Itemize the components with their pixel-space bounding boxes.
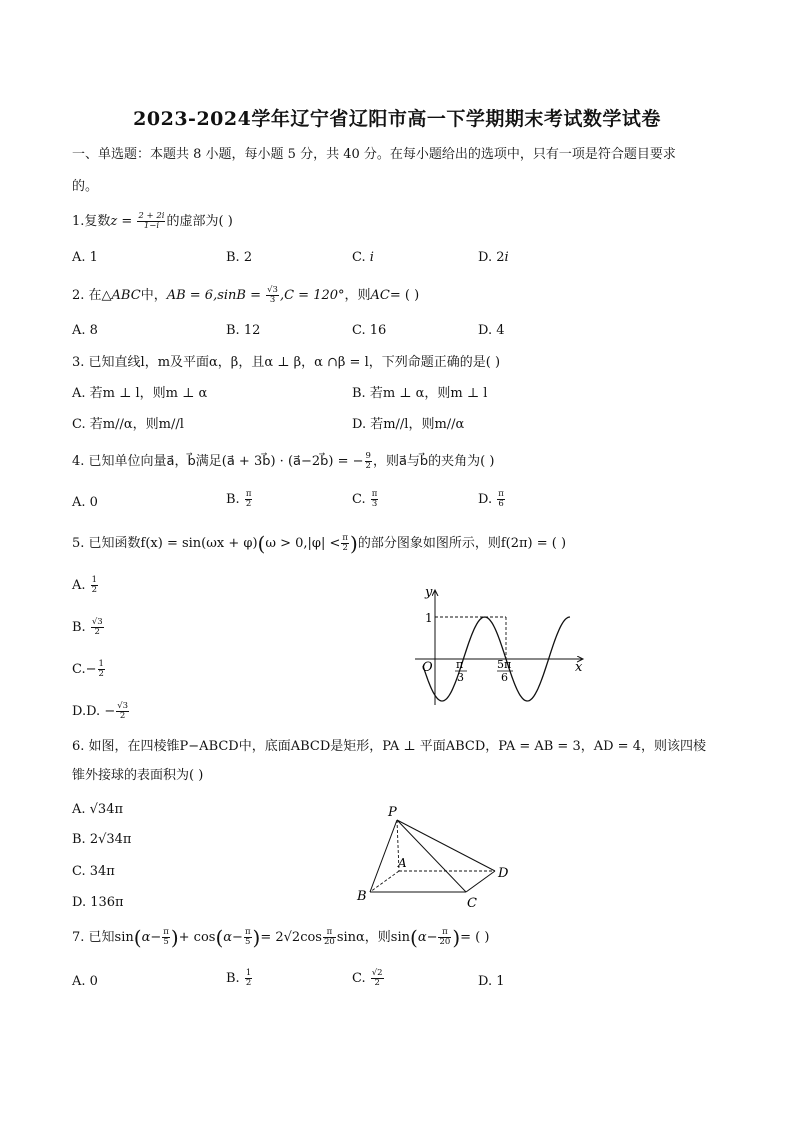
edge-PD bbox=[397, 820, 495, 871]
q1-option-b[interactable]: B. 2 bbox=[226, 250, 253, 265]
section-heading-cont: 的。 bbox=[72, 179, 99, 194]
tick-pi3-den: 3 bbox=[457, 671, 464, 684]
q6-option-a[interactable]: A. √34π bbox=[72, 802, 124, 817]
label-D: D bbox=[498, 866, 509, 881]
q1-option-c[interactable]: C. i bbox=[352, 250, 374, 265]
q5-option-d[interactable]: D.D. − $\frac{√3}{2}$ bbox=[72, 701, 129, 721]
question-6: 6. 如图，在四棱锥P−ABCD中，底面ABCD是矩形，PA ⊥ 平面ABCD，PA = AB = 3，AD = 4，则该四棱 bbox=[72, 739, 706, 754]
q7-option-d[interactable]: D. 1 bbox=[478, 974, 505, 989]
q6-option-d[interactable]: D. 136π bbox=[72, 895, 124, 910]
edge-PC bbox=[397, 820, 466, 892]
edge-CD bbox=[466, 871, 495, 892]
q1-post: 的虚部为( ) bbox=[166, 214, 233, 229]
q1-fraction: $\frac{2 + 2i}{1-i}$ bbox=[138, 211, 165, 231]
q5-option-b[interactable]: B. $\frac{√3}{2}$ bbox=[72, 617, 103, 637]
q4-option-d[interactable]: D. $\frac{\pi}{6}$ bbox=[478, 489, 504, 509]
one-label: 1 bbox=[425, 611, 433, 625]
q1-pre: 1.复数 bbox=[72, 214, 111, 229]
q4-option-c[interactable]: C. $\frac{\pi}{3}$ bbox=[352, 489, 378, 509]
y-axis-label: y bbox=[425, 585, 433, 600]
tick-pi3-num: π bbox=[456, 658, 464, 671]
origin-label: O bbox=[422, 660, 433, 675]
question-4: 4. 已知单位向量a⃗，b⃗满足(a⃗ + 3b⃗) · (a⃗−2b⃗) = − $\frac{9}{2}$ ，则a⃗与b⃗的夹角为( ) bbox=[72, 451, 495, 471]
q3-option-d[interactable]: D. 若m//l，则m//α bbox=[352, 417, 465, 432]
q2-option-c[interactable]: C. 16 bbox=[352, 323, 387, 338]
q2-fraction: $\frac{√3}{3}$ bbox=[267, 285, 278, 305]
tick-5pi6-num: 5π bbox=[497, 658, 512, 671]
q3-option-c[interactable]: C. 若m//α，则m//l bbox=[72, 417, 184, 432]
q4-option-b[interactable]: B. $\frac{\pi}{2}$ bbox=[226, 489, 252, 509]
label-B: B bbox=[357, 889, 367, 904]
q5-option-a[interactable]: A. $\frac{1}{2}$ bbox=[72, 575, 98, 595]
question-1 bbox=[72, 212, 233, 231]
x-axis-label: x bbox=[575, 660, 583, 675]
label-A: A bbox=[398, 856, 407, 870]
question-7: 7. 已知sin(α− $\frac{\pi}{5}$ )+ cos(α− $\frac{\pi}{5}$ )= 2√2cos $\frac{\pi}{20}$ sinα，则sin(α− $\frac{\pi}{20}$ )= ( ) bbox=[72, 925, 490, 950]
label-C: C bbox=[467, 896, 477, 910]
page-title: 2023-2024学年辽宁省辽阳市高一下学期期末考试数学试卷 bbox=[133, 108, 661, 130]
q5-sine-graph bbox=[405, 580, 595, 710]
question-2: 2. 在△ABC中，AB = 6,sinB = $\frac{√3}{3}$ ,C = 120°，则AC= ( ) bbox=[72, 285, 420, 305]
q1-option-a[interactable]: A. 1 bbox=[72, 250, 98, 265]
q5-option-c[interactable]: C.− $\frac{1}{2}$ bbox=[72, 659, 104, 679]
tick-5pi6-den: 6 bbox=[501, 671, 508, 684]
q4-fraction: $\frac{9}{2}$ bbox=[365, 451, 371, 471]
edge-PB bbox=[370, 820, 397, 892]
q7-option-a[interactable]: A. 0 bbox=[72, 974, 98, 989]
q6-pyramid-figure bbox=[350, 800, 520, 910]
label-P: P bbox=[388, 805, 397, 820]
q1-z: z = bbox=[110, 214, 133, 229]
q3-option-b[interactable]: B. 若m ⊥ α，则m ⊥ l bbox=[352, 386, 488, 401]
q2-option-a[interactable]: A. 8 bbox=[72, 323, 98, 338]
q7-option-b[interactable]: B. $\frac{1}{2}$ bbox=[226, 968, 252, 988]
q2-option-b[interactable]: B. 12 bbox=[226, 323, 261, 338]
question-5: 5. 已知函数f(x) = sin(ωx + φ)(ω > 0,|φ| < $\frac{\pi}{2}$ )的部分图象如图所示，则f(2π) = ( ) bbox=[72, 531, 567, 556]
section-heading: 一、单选题：本题共 8 小题，每小题 5 分，共 40 分。在每小题给出的选项中，只有一项是符合题目要求 bbox=[72, 147, 676, 162]
q1-option-d[interactable]: D. 2i bbox=[478, 250, 509, 265]
q7-option-c[interactable]: C. $\frac{√2}{2}$ bbox=[352, 968, 383, 988]
q4-option-a[interactable]: A. 0 bbox=[72, 495, 98, 510]
question-3: 3. 已知直线l，m及平面α，β，且α ⊥ β，α ∩β = l，下列命题正确的是( ) bbox=[72, 355, 501, 370]
q6-option-c[interactable]: C. 34π bbox=[72, 864, 115, 879]
question-6-cont: 锥外接球的表面积为( ) bbox=[72, 768, 204, 783]
q6-option-b[interactable]: B. 2√34π bbox=[72, 832, 132, 847]
q2-option-d[interactable]: D. 4 bbox=[478, 323, 505, 338]
q3-option-a[interactable]: A. 若m ⊥ l，则m ⊥ α bbox=[72, 386, 208, 401]
